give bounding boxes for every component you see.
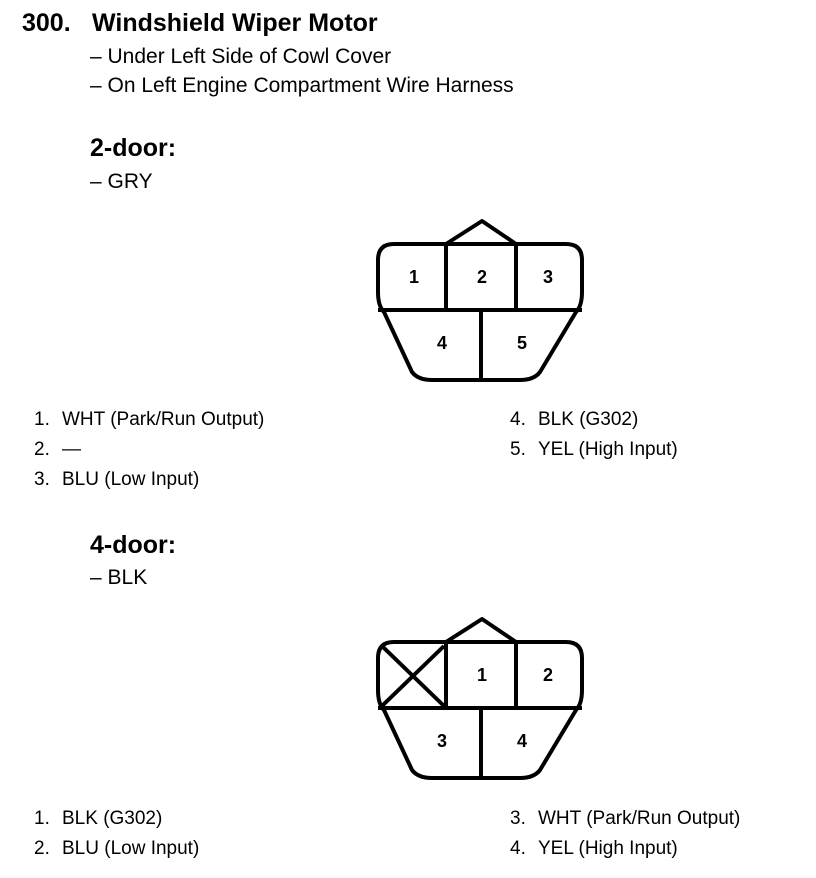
pin-number: 3. bbox=[510, 808, 526, 829]
pin-number: 5. bbox=[510, 439, 526, 460]
pin-description: YEL (High Input) bbox=[538, 838, 678, 859]
component-name: Windshield Wiper Motor bbox=[92, 9, 378, 37]
pin-number: 4. bbox=[510, 409, 526, 430]
cavity-label: 4 bbox=[516, 731, 528, 751]
component-title bbox=[22, 9, 378, 38]
pin-row bbox=[34, 838, 199, 860]
section-heading-2door: 2-door: bbox=[90, 134, 177, 162]
pin-row bbox=[34, 439, 81, 461]
connector-key-tab bbox=[446, 619, 516, 642]
pin-number: 2. bbox=[34, 439, 50, 460]
pin-row bbox=[34, 469, 199, 491]
cavity-label: 3 bbox=[542, 267, 554, 287]
pin-row bbox=[34, 808, 162, 830]
section-heading-4door: 4-door: bbox=[90, 531, 177, 559]
pin-number: 1. bbox=[34, 808, 50, 829]
pin-row bbox=[34, 409, 264, 431]
pin-number: 2. bbox=[34, 838, 50, 859]
pin-row bbox=[510, 808, 740, 830]
pin-description: BLU (Low Input) bbox=[62, 838, 200, 859]
component-number: 300. bbox=[22, 9, 71, 37]
connector-diagram-4door bbox=[370, 610, 590, 785]
pin-number: 1. bbox=[34, 409, 50, 430]
cavity-label: 2 bbox=[542, 665, 554, 685]
pin-row bbox=[510, 409, 638, 431]
location-line-2: – On Left Engine Compartment Wire Harness bbox=[90, 74, 514, 97]
cavity-label: 1 bbox=[476, 665, 488, 685]
connector-color-4door: – BLK bbox=[90, 566, 148, 589]
connector-key-tab bbox=[446, 221, 516, 244]
location-line-1: – Under Left Side of Cowl Cover bbox=[90, 45, 392, 68]
pin-row bbox=[510, 838, 678, 860]
pin-description: WHT (Park/Run Output) bbox=[538, 808, 741, 829]
connector-diagram-2door bbox=[370, 212, 590, 387]
pin-description: BLK (G302) bbox=[538, 409, 639, 430]
pin-description: — bbox=[62, 439, 81, 460]
pin-description: WHT (Park/Run Output) bbox=[62, 409, 265, 430]
connector-color-2door: – GRY bbox=[90, 170, 153, 193]
cavity-label: 1 bbox=[408, 267, 420, 287]
pin-description: YEL (High Input) bbox=[538, 439, 678, 460]
pin-description: BLK (G302) bbox=[62, 808, 163, 829]
pin-number: 4. bbox=[510, 838, 526, 859]
cavity-label: 3 bbox=[436, 731, 448, 751]
cavity-label: 4 bbox=[436, 333, 448, 353]
pin-description: BLU (Low Input) bbox=[62, 469, 200, 490]
pin-number: 3. bbox=[34, 469, 50, 490]
cavity-label: 2 bbox=[476, 267, 488, 287]
cavity-label: 5 bbox=[516, 333, 528, 353]
pin-row bbox=[510, 439, 678, 461]
